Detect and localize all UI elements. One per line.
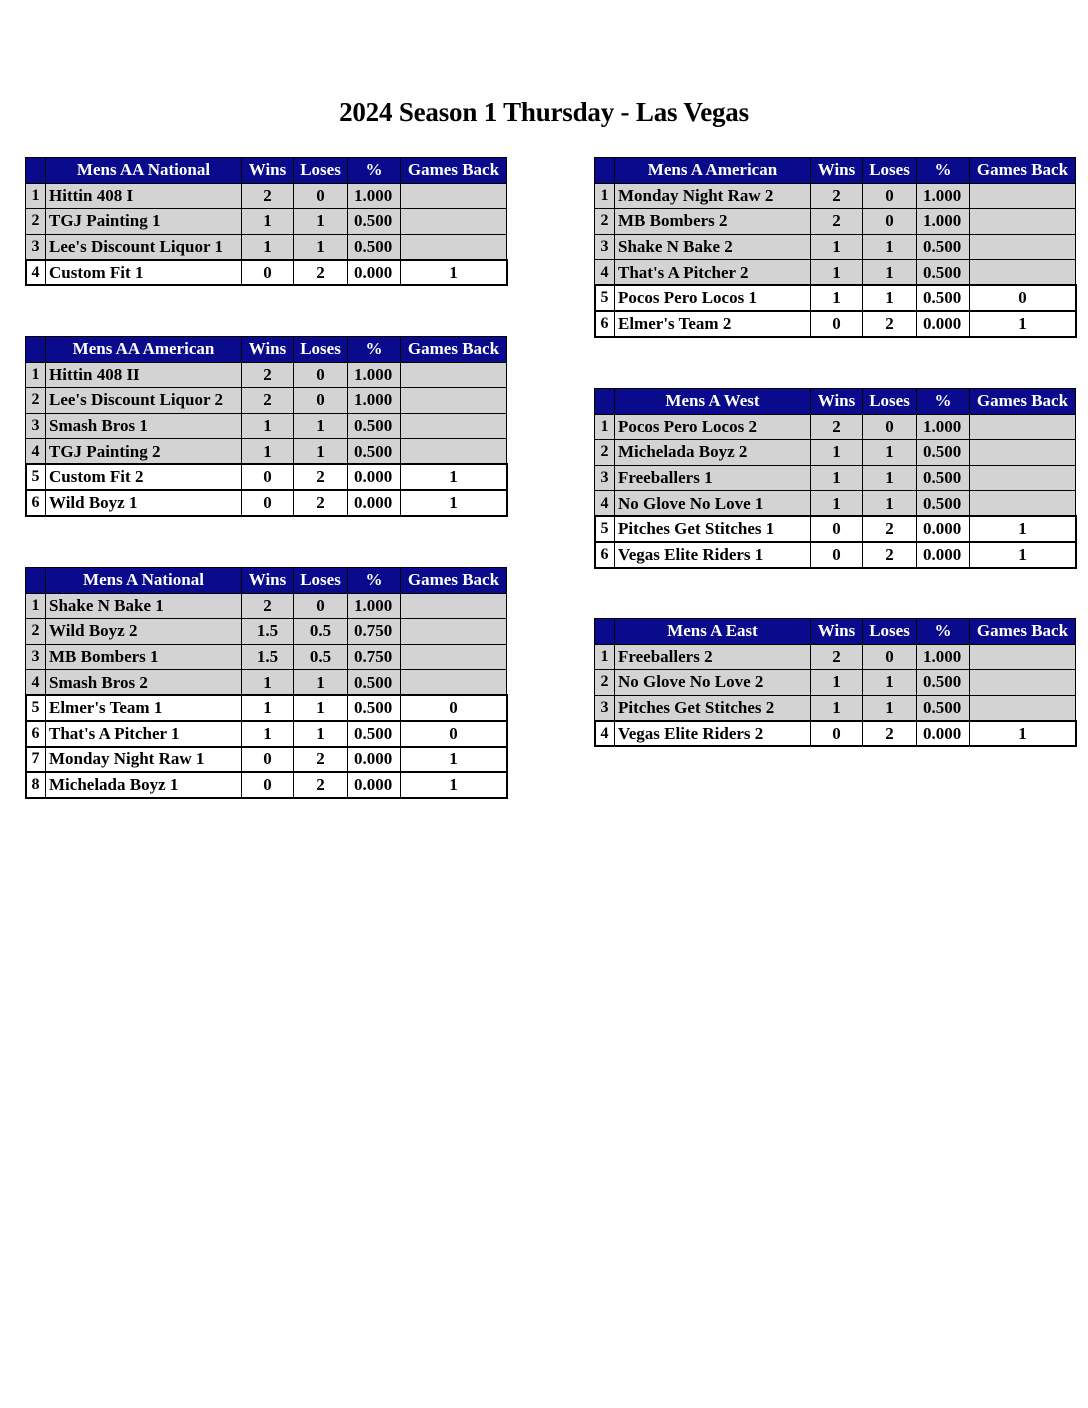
- rank-cell: 2: [26, 209, 46, 235]
- team-name-cell: Hittin 408 I: [46, 183, 242, 209]
- pct-cell: 0.000: [348, 772, 401, 798]
- division-name: Mens A East: [615, 619, 811, 645]
- table-row: [26, 413, 507, 439]
- pct-cell: 0.000: [348, 490, 401, 516]
- loses-cell: 0: [863, 183, 917, 209]
- team-name-cell: Pocos Pero Locos 2: [615, 414, 811, 440]
- table-row: [595, 516, 1076, 542]
- team-name-cell: MB Bombers 2: [615, 209, 811, 235]
- games-back-cell: [401, 413, 507, 439]
- games-back-cell: [401, 439, 507, 465]
- loses-cell: 2: [294, 747, 348, 773]
- pct-cell: 1.000: [348, 593, 401, 619]
- division-name: Mens A National: [46, 568, 242, 594]
- team-name-cell: That's A Pitcher 1: [46, 721, 242, 747]
- division-name: Mens AA American: [46, 337, 242, 363]
- loses-cell: 1: [294, 670, 348, 696]
- pct-cell: 0.500: [348, 670, 401, 696]
- table-row: [595, 670, 1076, 696]
- wins-header: Wins: [811, 158, 863, 184]
- table-header-row: [595, 158, 1076, 184]
- pct-header: %: [917, 158, 970, 184]
- table-row: [26, 772, 507, 798]
- pct-cell: 0.500: [917, 285, 970, 311]
- wins-cell: 0: [811, 311, 863, 337]
- games-back-header: Games Back: [970, 158, 1076, 184]
- games-back-header: Games Back: [401, 158, 507, 184]
- table-row: [595, 440, 1076, 466]
- table-row: [595, 285, 1076, 311]
- team-name-cell: That's A Pitcher 2: [615, 260, 811, 286]
- wins-header: Wins: [242, 337, 294, 363]
- table-row: [26, 747, 507, 773]
- wins-cell: 0: [242, 260, 294, 286]
- games-back-header: Games Back: [970, 619, 1076, 645]
- division-name: Mens AA National: [46, 158, 242, 184]
- pct-cell: 0.500: [348, 234, 401, 260]
- games-back-cell: [970, 209, 1076, 235]
- table-row: [26, 644, 507, 670]
- wins-cell: 0: [242, 747, 294, 773]
- table-row: [26, 619, 507, 645]
- games-back-header: Games Back: [401, 337, 507, 363]
- loses-cell: 1: [863, 440, 917, 466]
- pct-header: %: [917, 619, 970, 645]
- loses-header: Loses: [863, 389, 917, 415]
- rank-cell: 4: [26, 439, 46, 465]
- rank-cell: 1: [595, 414, 615, 440]
- table-row: [595, 644, 1076, 670]
- pct-cell: 0.000: [348, 464, 401, 490]
- team-name-cell: Monday Night Raw 2: [615, 183, 811, 209]
- pct-cell: 0.500: [917, 670, 970, 696]
- standings-table-mens-aa-american: [25, 336, 507, 516]
- table-header-row: [26, 568, 507, 594]
- games-back-cell: 1: [401, 772, 507, 798]
- wins-cell: 1: [811, 440, 863, 466]
- team-name-cell: Shake N Bake 1: [46, 593, 242, 619]
- pct-header: %: [917, 389, 970, 415]
- team-name-cell: MB Bombers 1: [46, 644, 242, 670]
- wins-cell: 2: [242, 593, 294, 619]
- table-row: [595, 542, 1076, 568]
- wins-cell: 1: [242, 413, 294, 439]
- rank-cell: 6: [595, 542, 615, 568]
- loses-cell: 2: [294, 490, 348, 516]
- pct-cell: 0.000: [917, 311, 970, 337]
- team-name-cell: TGJ Painting 2: [46, 439, 242, 465]
- wins-cell: 1: [811, 234, 863, 260]
- loses-cell: 0.5: [294, 619, 348, 645]
- wins-cell: 1: [811, 491, 863, 517]
- loses-cell: 2: [294, 464, 348, 490]
- loses-cell: 2: [294, 260, 348, 286]
- wins-cell: 1.5: [242, 644, 294, 670]
- standings-table-mens-a-national: [25, 567, 507, 798]
- table-row: [26, 388, 507, 414]
- table-row: [26, 439, 507, 465]
- games-back-cell: [401, 234, 507, 260]
- wins-cell: 2: [242, 183, 294, 209]
- team-name-cell: Custom Fit 2: [46, 464, 242, 490]
- games-back-cell: 1: [401, 490, 507, 516]
- games-back-cell: [401, 362, 507, 388]
- wins-header: Wins: [242, 158, 294, 184]
- pct-cell: 0.500: [348, 439, 401, 465]
- team-name-cell: Hittin 408 II: [46, 362, 242, 388]
- pct-cell: 0.500: [348, 413, 401, 439]
- wins-cell: 1: [242, 209, 294, 235]
- games-back-cell: [401, 209, 507, 235]
- wins-cell: 1: [242, 721, 294, 747]
- pct-cell: 0.750: [348, 619, 401, 645]
- table-row: [26, 593, 507, 619]
- team-name-cell: Pocos Pero Locos 1: [615, 285, 811, 311]
- pct-cell: 0.000: [917, 516, 970, 542]
- table-header-row: [26, 337, 507, 363]
- pct-cell: 0.500: [348, 721, 401, 747]
- team-name-cell: Michelada Boyz 2: [615, 440, 811, 466]
- header-rank-cell: [26, 337, 46, 363]
- rank-cell: 3: [595, 234, 615, 260]
- games-back-cell: 0: [401, 695, 507, 721]
- rank-cell: 2: [595, 209, 615, 235]
- table-row: [26, 362, 507, 388]
- pct-cell: 1.000: [917, 183, 970, 209]
- team-name-cell: Michelada Boyz 1: [46, 772, 242, 798]
- loses-header: Loses: [863, 158, 917, 184]
- team-name-cell: Shake N Bake 2: [615, 234, 811, 260]
- rank-cell: 8: [26, 772, 46, 798]
- games-back-cell: [401, 619, 507, 645]
- rank-cell: 4: [26, 260, 46, 286]
- games-back-cell: [970, 491, 1076, 517]
- loses-cell: 1: [863, 670, 917, 696]
- wins-cell: 2: [242, 362, 294, 388]
- table-row: [595, 209, 1076, 235]
- loses-cell: 1: [863, 260, 917, 286]
- rank-cell: 4: [595, 491, 615, 517]
- pct-cell: 1.000: [348, 388, 401, 414]
- wins-cell: 2: [242, 388, 294, 414]
- rank-cell: 4: [26, 670, 46, 696]
- team-name-cell: Freeballers 2: [615, 644, 811, 670]
- team-name-cell: Custom Fit 1: [46, 260, 242, 286]
- team-name-cell: Elmer's Team 2: [615, 311, 811, 337]
- page-title: 2024 Season 1 Thursday - Las Vegas: [339, 97, 749, 127]
- loses-cell: 1: [294, 413, 348, 439]
- table-row: [26, 695, 507, 721]
- loses-cell: 0: [863, 644, 917, 670]
- games-back-header: Games Back: [970, 389, 1076, 415]
- loses-header: Loses: [294, 337, 348, 363]
- wins-cell: 0: [242, 772, 294, 798]
- pct-cell: 0.500: [348, 209, 401, 235]
- games-back-cell: 0: [970, 285, 1076, 311]
- rank-cell: 1: [595, 644, 615, 670]
- games-back-cell: [970, 440, 1076, 466]
- team-name-cell: Lee's Discount Liquor 2: [46, 388, 242, 414]
- wins-cell: 0: [811, 516, 863, 542]
- wins-cell: 1: [811, 695, 863, 721]
- team-name-cell: Pitches Get Stitches 2: [615, 695, 811, 721]
- wins-cell: 0: [811, 542, 863, 568]
- rank-cell: 5: [26, 464, 46, 490]
- loses-cell: 1: [294, 439, 348, 465]
- wins-cell: 1: [811, 285, 863, 311]
- standings-table-mens-a-american: [594, 157, 1076, 337]
- team-name-cell: Elmer's Team 1: [46, 695, 242, 721]
- loses-header: Loses: [294, 158, 348, 184]
- wins-cell: 0: [811, 721, 863, 747]
- games-back-cell: [401, 670, 507, 696]
- wins-cell: 0: [242, 490, 294, 516]
- loses-cell: 1: [294, 721, 348, 747]
- rank-cell: 6: [26, 490, 46, 516]
- loses-cell: 1: [863, 285, 917, 311]
- standings-table-mens-a-east: [594, 618, 1076, 747]
- loses-cell: 1: [863, 465, 917, 491]
- games-back-cell: [970, 465, 1076, 491]
- games-back-cell: [401, 593, 507, 619]
- header-rank-cell: [595, 389, 615, 415]
- table-row: [26, 721, 507, 747]
- loses-cell: 0: [863, 414, 917, 440]
- team-name-cell: No Glove No Love 1: [615, 491, 811, 517]
- table-header-row: [595, 619, 1076, 645]
- table-row: [26, 234, 507, 260]
- loses-cell: 2: [863, 516, 917, 542]
- table-row: [595, 465, 1076, 491]
- wins-cell: 1: [242, 234, 294, 260]
- table-row: [26, 464, 507, 490]
- pct-header: %: [348, 568, 401, 594]
- games-back-cell: [970, 670, 1076, 696]
- games-back-cell: 1: [970, 542, 1076, 568]
- table-row: [26, 183, 507, 209]
- wins-cell: 2: [811, 183, 863, 209]
- loses-cell: 1: [294, 695, 348, 721]
- team-name-cell: Vegas Elite Riders 1: [615, 542, 811, 568]
- wins-cell: 1: [242, 439, 294, 465]
- wins-cell: 1: [242, 670, 294, 696]
- rank-cell: 1: [595, 183, 615, 209]
- games-back-cell: [970, 234, 1076, 260]
- rank-cell: 6: [595, 311, 615, 337]
- table-row: [595, 491, 1076, 517]
- rank-cell: 7: [26, 747, 46, 773]
- rank-cell: 4: [595, 721, 615, 747]
- pct-cell: 0.500: [348, 695, 401, 721]
- loses-header: Loses: [294, 568, 348, 594]
- pct-header: %: [348, 337, 401, 363]
- loses-cell: 1: [294, 234, 348, 260]
- rank-cell: 4: [595, 260, 615, 286]
- team-name-cell: Smash Bros 2: [46, 670, 242, 696]
- table-row: [595, 414, 1076, 440]
- loses-cell: 2: [863, 311, 917, 337]
- pct-cell: 0.500: [917, 695, 970, 721]
- table-row: [595, 260, 1076, 286]
- rank-cell: 3: [26, 234, 46, 260]
- team-name-cell: Smash Bros 1: [46, 413, 242, 439]
- table-row: [26, 260, 507, 286]
- team-name-cell: Pitches Get Stitches 1: [615, 516, 811, 542]
- loses-cell: 0: [294, 183, 348, 209]
- pct-cell: 0.000: [348, 260, 401, 286]
- wins-header: Wins: [242, 568, 294, 594]
- table-row: [26, 490, 507, 516]
- wins-cell: 1: [811, 465, 863, 491]
- loses-cell: 1: [863, 695, 917, 721]
- rank-cell: 1: [26, 362, 46, 388]
- loses-cell: 0: [863, 209, 917, 235]
- rank-cell: 5: [595, 285, 615, 311]
- table-row: [595, 234, 1076, 260]
- games-back-cell: 1: [970, 311, 1076, 337]
- team-name-cell: Monday Night Raw 1: [46, 747, 242, 773]
- wins-cell: 1.5: [242, 619, 294, 645]
- loses-cell: 2: [863, 542, 917, 568]
- wins-cell: 2: [811, 414, 863, 440]
- rank-cell: 6: [26, 721, 46, 747]
- table-header-row: [595, 389, 1076, 415]
- loses-cell: 2: [294, 772, 348, 798]
- rank-cell: 1: [26, 183, 46, 209]
- table-row: [595, 183, 1076, 209]
- header-rank-cell: [595, 619, 615, 645]
- rank-cell: 5: [26, 695, 46, 721]
- loses-cell: 1: [863, 491, 917, 517]
- pct-cell: 0.000: [917, 542, 970, 568]
- table-row: [595, 721, 1076, 747]
- pct-cell: 1.000: [348, 362, 401, 388]
- header-rank-cell: [595, 158, 615, 184]
- team-name-cell: Freeballers 1: [615, 465, 811, 491]
- pct-cell: 0.500: [917, 465, 970, 491]
- rank-cell: 5: [595, 516, 615, 542]
- pct-cell: 0.500: [917, 260, 970, 286]
- games-back-cell: [970, 644, 1076, 670]
- games-back-cell: [970, 183, 1076, 209]
- pct-cell: 0.000: [348, 747, 401, 773]
- table-row: [595, 311, 1076, 337]
- table-row: [595, 695, 1076, 721]
- pct-cell: 0.500: [917, 234, 970, 260]
- division-name: Mens A American: [615, 158, 811, 184]
- games-back-cell: 1: [401, 260, 507, 286]
- wins-cell: 1: [811, 670, 863, 696]
- loses-header: Loses: [863, 619, 917, 645]
- pct-cell: 1.000: [348, 183, 401, 209]
- team-name-cell: Wild Boyz 2: [46, 619, 242, 645]
- rank-cell: 2: [595, 440, 615, 466]
- games-back-cell: [401, 388, 507, 414]
- games-back-cell: [970, 695, 1076, 721]
- rank-cell: 2: [26, 388, 46, 414]
- rank-cell: 3: [26, 413, 46, 439]
- rank-cell: 2: [595, 670, 615, 696]
- pct-cell: 1.000: [917, 209, 970, 235]
- pct-header: %: [348, 158, 401, 184]
- loses-cell: 0.5: [294, 644, 348, 670]
- table-row: [26, 209, 507, 235]
- rank-cell: 3: [595, 695, 615, 721]
- games-back-cell: [401, 183, 507, 209]
- wins-cell: 0: [242, 464, 294, 490]
- table-header-row: [26, 158, 507, 184]
- rank-cell: 3: [26, 644, 46, 670]
- games-back-cell: [401, 644, 507, 670]
- standings-table-mens-a-west: [594, 388, 1076, 568]
- rank-cell: 1: [26, 593, 46, 619]
- wins-header: Wins: [811, 389, 863, 415]
- games-back-header: Games Back: [401, 568, 507, 594]
- table-row: [26, 670, 507, 696]
- pct-cell: 1.000: [917, 414, 970, 440]
- games-back-cell: [970, 260, 1076, 286]
- pct-cell: 0.000: [917, 721, 970, 747]
- loses-cell: 0: [294, 388, 348, 414]
- team-name-cell: Lee's Discount Liquor 1: [46, 234, 242, 260]
- team-name-cell: Wild Boyz 1: [46, 490, 242, 516]
- games-back-cell: 1: [970, 516, 1076, 542]
- games-back-cell: 1: [401, 747, 507, 773]
- loses-cell: 1: [863, 234, 917, 260]
- pct-cell: 0.750: [348, 644, 401, 670]
- loses-cell: 1: [294, 209, 348, 235]
- pct-cell: 1.000: [917, 644, 970, 670]
- wins-cell: 2: [811, 644, 863, 670]
- team-name-cell: No Glove No Love 2: [615, 670, 811, 696]
- games-back-cell: [970, 414, 1076, 440]
- wins-cell: 1: [242, 695, 294, 721]
- header-rank-cell: [26, 568, 46, 594]
- header-rank-cell: [26, 158, 46, 184]
- division-name: Mens A West: [615, 389, 811, 415]
- wins-cell: 2: [811, 209, 863, 235]
- standings-table-mens-aa-national: [25, 157, 507, 286]
- team-name-cell: Vegas Elite Riders 2: [615, 721, 811, 747]
- wins-cell: 1: [811, 260, 863, 286]
- wins-header: Wins: [811, 619, 863, 645]
- pct-cell: 0.500: [917, 491, 970, 517]
- rank-cell: 3: [595, 465, 615, 491]
- loses-cell: 0: [294, 593, 348, 619]
- loses-cell: 0: [294, 362, 348, 388]
- games-back-cell: 1: [401, 464, 507, 490]
- team-name-cell: TGJ Painting 1: [46, 209, 242, 235]
- games-back-cell: 1: [970, 721, 1076, 747]
- loses-cell: 2: [863, 721, 917, 747]
- rank-cell: 2: [26, 619, 46, 645]
- games-back-cell: 0: [401, 721, 507, 747]
- pct-cell: 0.500: [917, 440, 970, 466]
